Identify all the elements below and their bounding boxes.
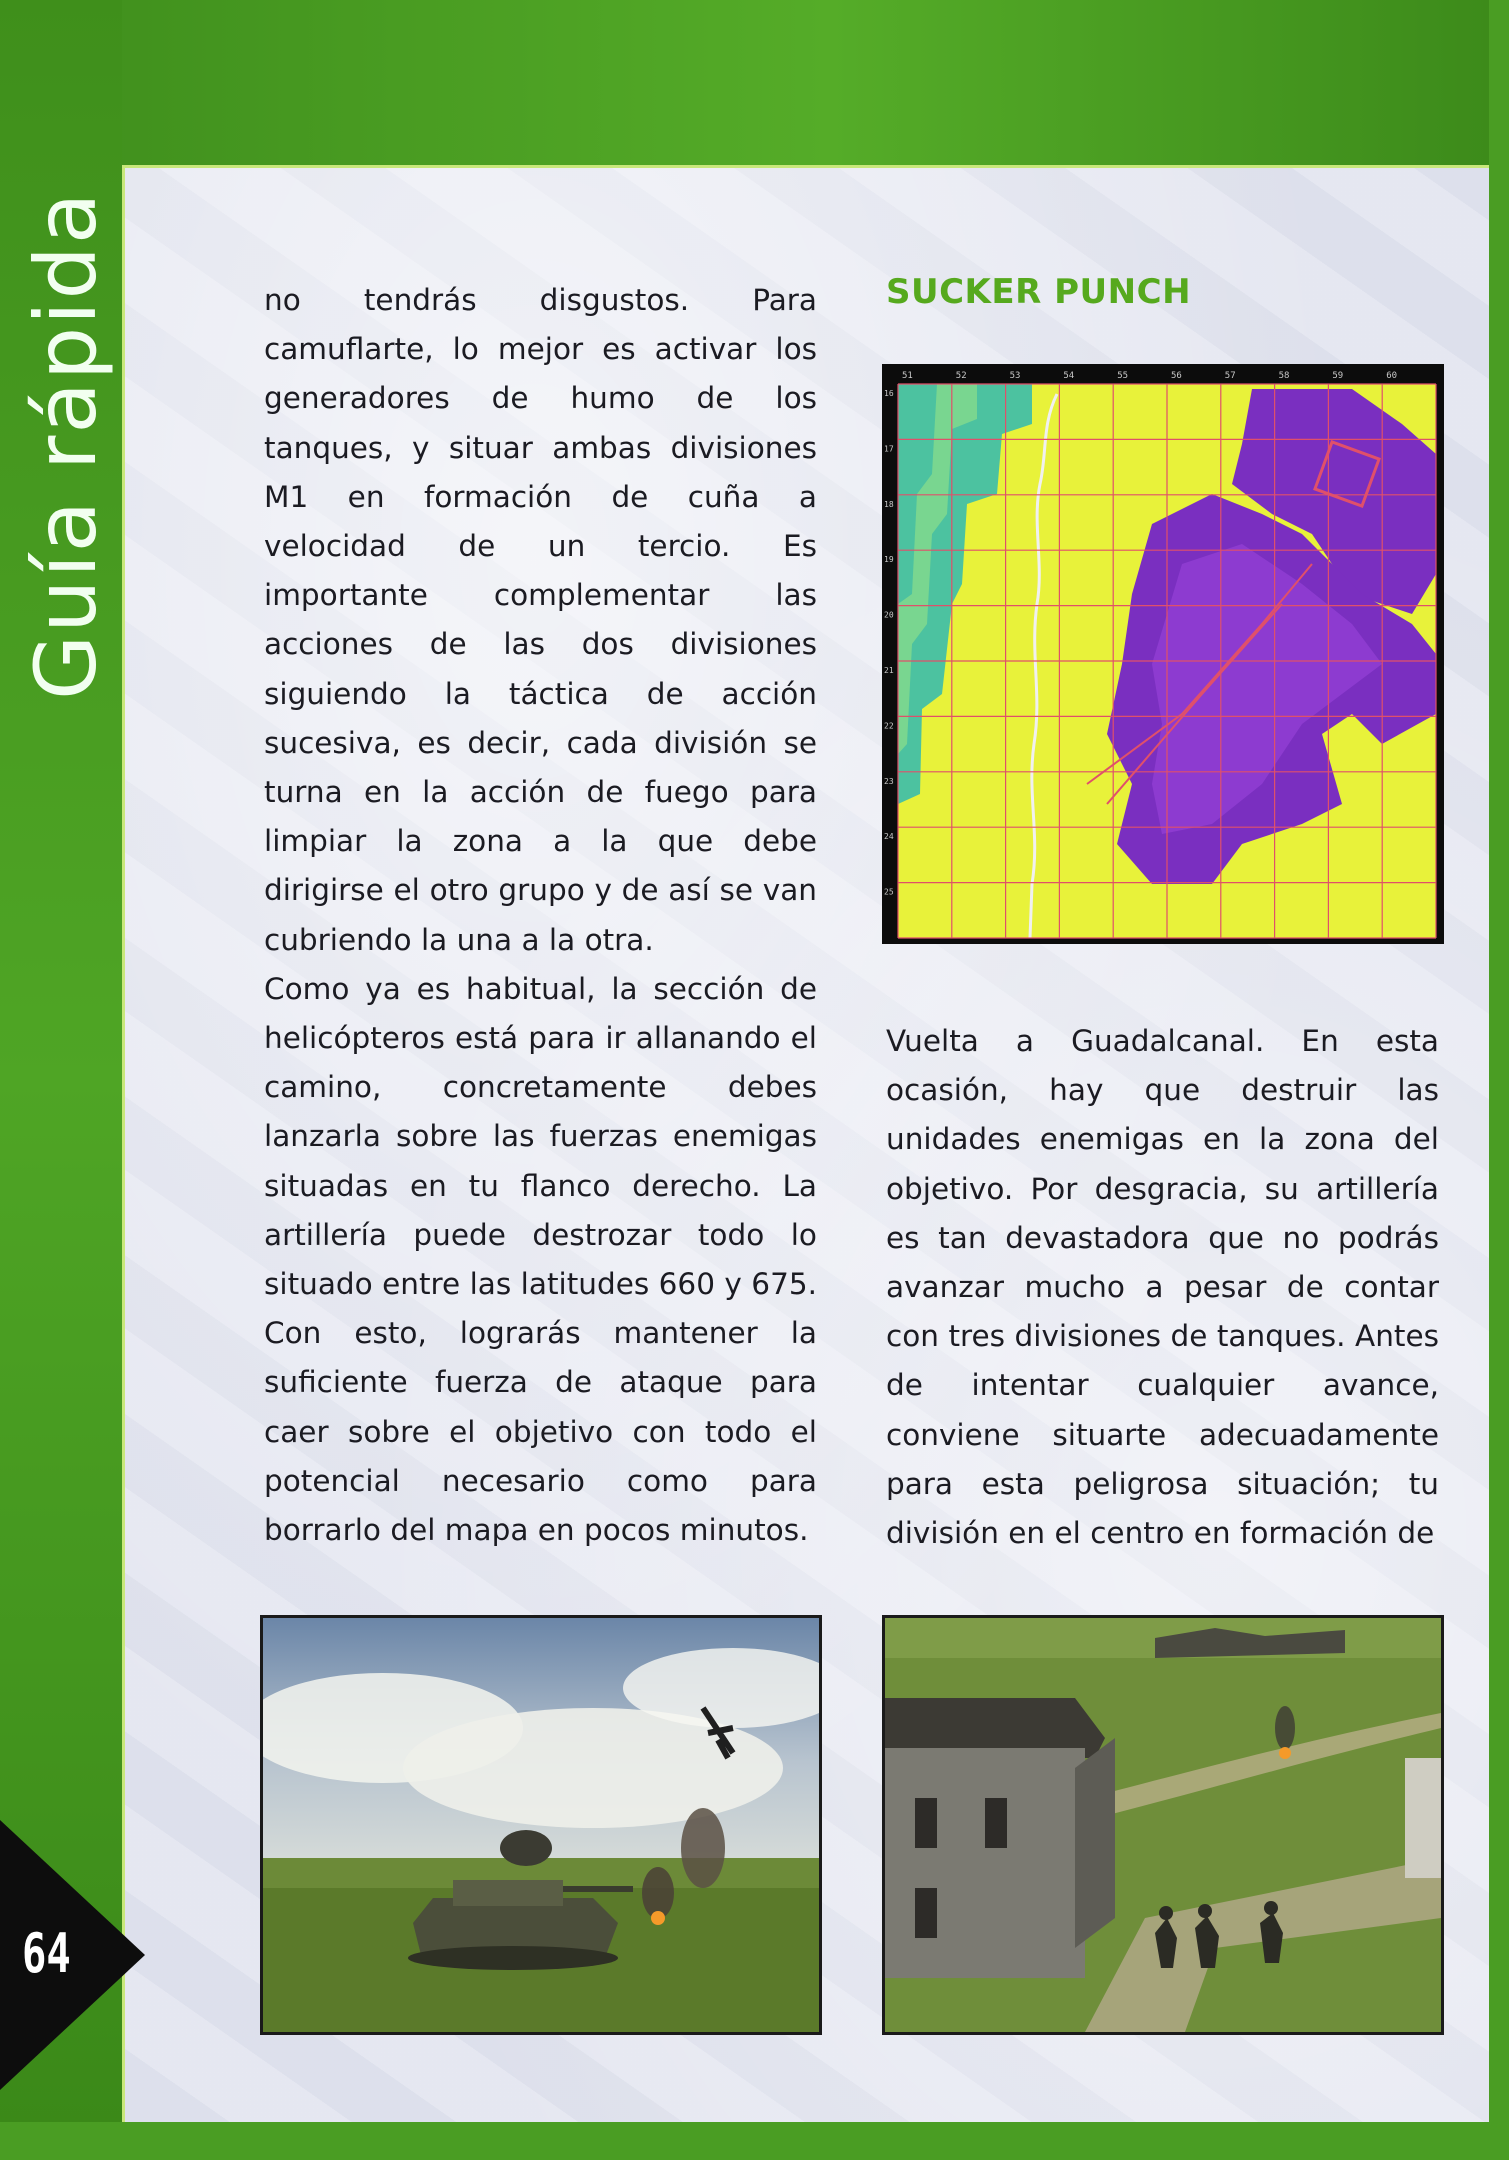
- map-row-label: 17: [884, 444, 894, 454]
- map-column-label: 56: [1171, 371, 1182, 381]
- section-title-text: Guía rápida: [17, 190, 115, 700]
- map-column-label: 52: [955, 371, 967, 381]
- map-column-label: 53: [1009, 371, 1021, 381]
- map-column-label: 60: [1386, 371, 1398, 381]
- map-row-label: 25: [884, 887, 894, 897]
- body-paragraph: Como ya es habitual, la sección de helicópteros está para ir allanando el camino, concretamente debes lanzarla sobre las fuerzas enemigas situadas en tu flanco derecho. La artillería puede destrozar todo lo situado entre las latitudes 660 y 675. Con esto, lograrás mantener la suficiente fuerza de ataque para caer sobre el objetivo con todo el potencial necesario como para borrarlo del mapa en pocos minutos.: [264, 971, 817, 1548]
- helicopter-tank-screenshot: [260, 1615, 822, 2035]
- map-row-label: 16: [884, 389, 894, 398]
- right-text-column: [886, 1017, 1439, 1558]
- map-column-label: 58: [1278, 371, 1290, 381]
- tactical-map: [882, 364, 1444, 944]
- map-row-label: 24: [884, 832, 894, 842]
- map-column-label: 54: [1063, 371, 1075, 381]
- map-column-label: 55: [1117, 371, 1129, 381]
- body-paragraph: no tendrás disgustos. Para camuflarte, lo mejor es activar los generadores de humo de los tanques, y situar ambas divisiones M1 en formación de cuña a velocidad de un tercio. Es importante complementar las acciones de las dos divisiones siguiendo la táctica de acción sucesiva, es decir, cada división se turna en la acción de fuego para limpiar la zona a la que debe dirigirse el otro grupo y de así se van cubriendo la una a la otra.: [264, 283, 817, 957]
- page-number: 64: [22, 1922, 71, 1985]
- map-row-label: 21: [884, 666, 894, 675]
- map-column-label: 57: [1224, 371, 1236, 381]
- map-column-label: 59: [1332, 371, 1344, 381]
- map-column-label: 51: [902, 371, 913, 381]
- map-row-label: 18: [884, 499, 894, 509]
- map-row-label: 20: [884, 610, 894, 620]
- body-paragraph: Vuelta a Guadalcanal. En esta ocasión, hay que destruir las unidades enemigas en la zona del objetivo. Por desgracia, su artillería es tan devastadora que no podrás avanzar mucho a pesar de contar con tres divisiones de tanques. Antes de intentar cualquier avance, conviene situarte adecuadamente para esta peligrosa situación; tu división en el centro en formación de: [886, 1024, 1439, 1551]
- map-row-label: 19: [884, 555, 894, 565]
- village-infantry-screenshot: [882, 1615, 1444, 2035]
- mission-heading: SUCKER PUNCH: [886, 272, 1192, 312]
- right-frame-band: [1489, 0, 1509, 2160]
- left-text-column: [264, 276, 817, 1555]
- map-row-label: 22: [884, 721, 894, 731]
- top-frame-band: [0, 0, 1509, 165]
- map-row-label: 23: [884, 776, 894, 786]
- bottom-frame-band: [0, 2122, 1509, 2160]
